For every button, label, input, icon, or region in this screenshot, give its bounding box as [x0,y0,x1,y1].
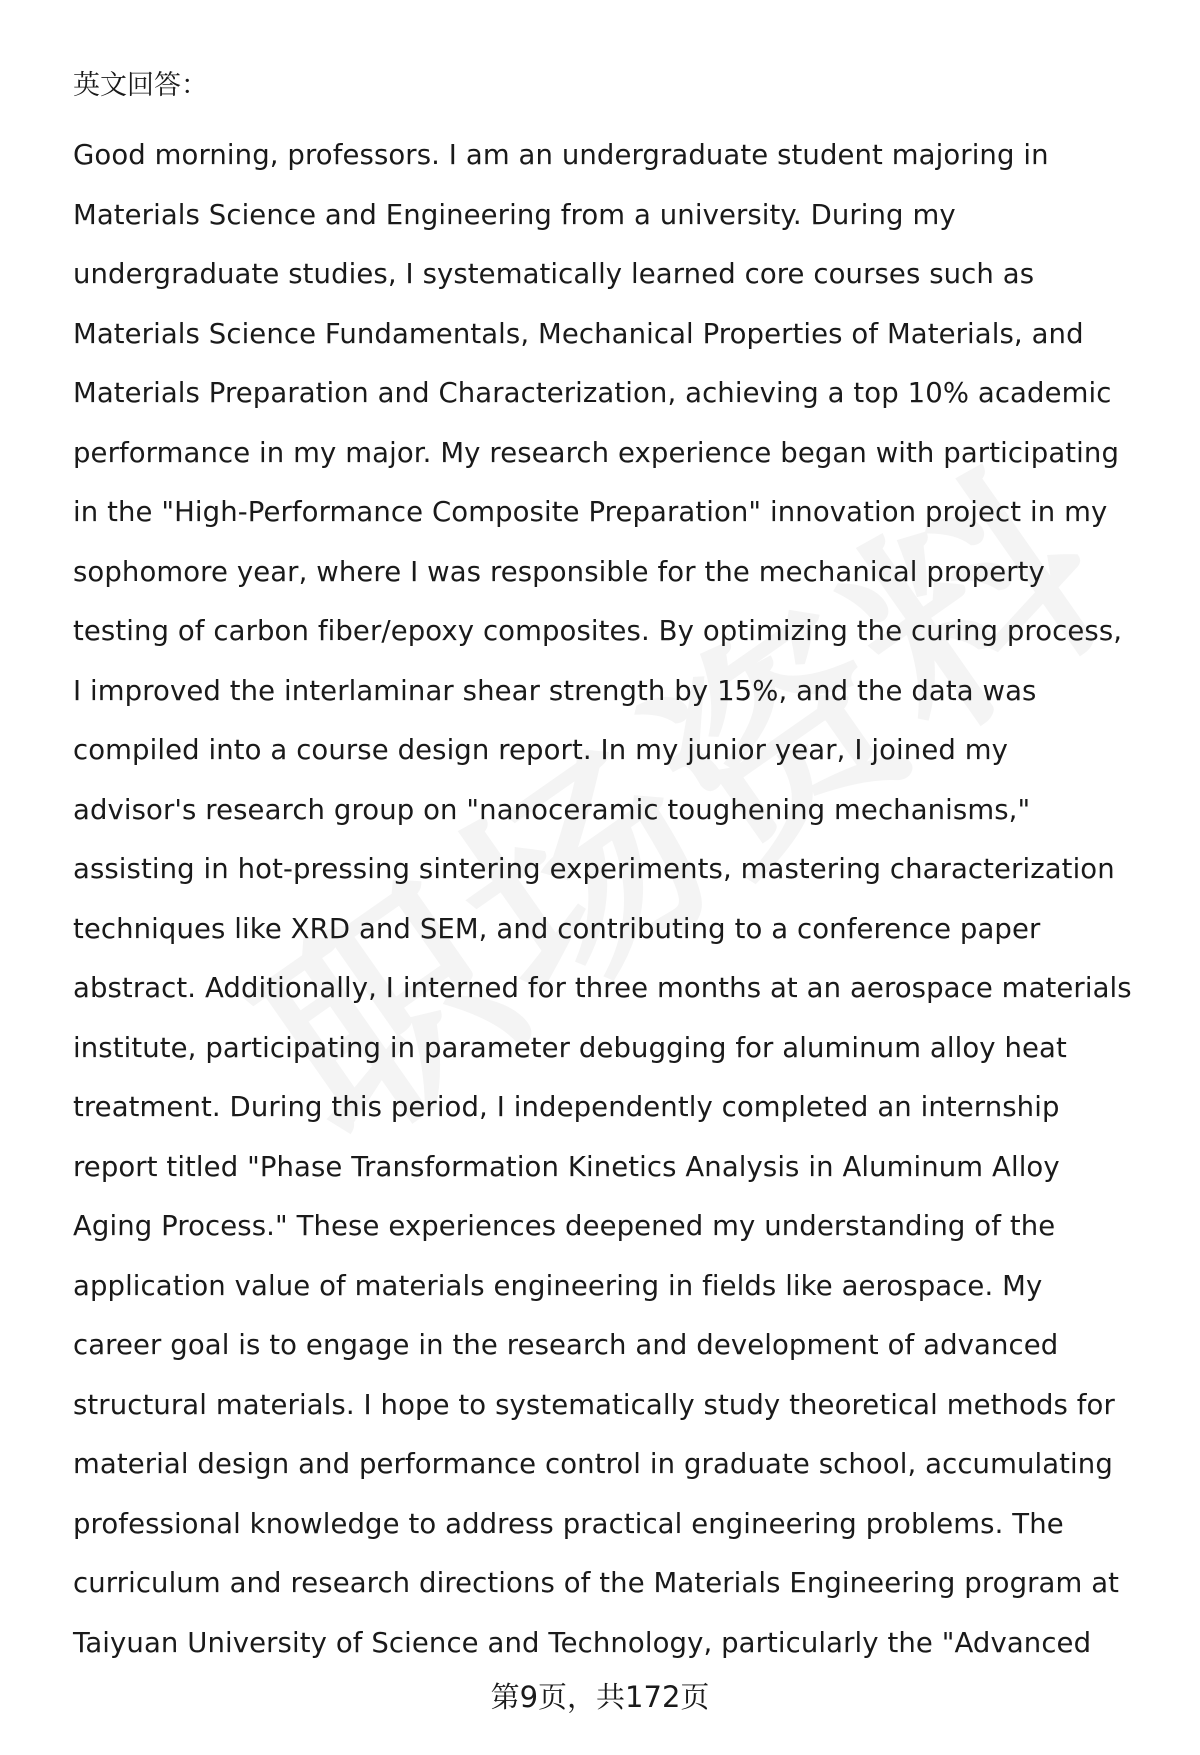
text-line: Materials Science Fundamentals, Mechanical Properties of Materials, and [73,317,1084,350]
text-line: institute, participating in parameter debugging for aluminum alloy heat [73,1031,1067,1064]
text-line: in the "High-Performance Composite Preparation" innovation project in my [73,496,1108,528]
text-line: sophomore year, where I was responsible for the mechanical property [73,555,1045,588]
text-line: abstract. Additionally, I interned for three months at an aerospace materials [73,972,1132,1004]
page-number: 第9页，共172页 [490,1680,710,1714]
answer-body [73,126,1163,1673]
text-line: advisor's research group on "nanoceramic toughening mechanisms," [73,793,1031,826]
text-line: assisting in hot-pressing sintering experiments, mastering characterization [73,853,1115,885]
text-line: treatment. During this period, I independently completed an internship [73,1091,1060,1123]
text-line: testing of carbon fiber/epoxy composites. By optimizing the curing process, [73,615,1123,647]
text-line: Materials Preparation and Characterization, achieving a top 10% academic [73,377,1112,409]
text-line: Materials Science and Engineering from a university. During my [73,198,956,231]
text-line: undergraduate studies, I systematically learned core courses such as [73,258,1035,290]
text-line: application value of materials engineering in fields like aerospace. My [73,1269,1043,1302]
section-heading: 英文回答： [73,70,208,101]
text-line: career goal is to engage in the research and development of advanced [73,1329,1059,1361]
text-line: curriculum and research directions of the Materials Engineering program at [73,1567,1120,1599]
text-line: structural materials. I hope to systematically study theoretical methods for [73,1388,1115,1421]
text-line: Aging Process." These experiences deepened my understanding of the [73,1210,1056,1242]
text-line: techniques like XRD and SEM, and contributing to a conference paper [73,912,1041,945]
text-line: Taiyuan University of Science and Technology, particularly the "Advanced [73,1626,1092,1659]
text-line: performance in my major. My research experience began with participating [73,436,1120,469]
text-line: report titled "Phase Transformation Kinetics Analysis in Aluminum Alloy [73,1150,1060,1183]
text-line: compiled into a course design report. In my junior year, I joined my [73,734,1009,766]
text-line: professional knowledge to address practical engineering problems. The [73,1507,1064,1540]
text-line: Good morning, professors. I am an undergraduate student majoring in [73,139,1049,171]
text-line: I improved the interlaminar shear strength by 15%, and the data was [73,674,1037,707]
text-line: material design and performance control in graduate school, accumulating [73,1448,1113,1480]
